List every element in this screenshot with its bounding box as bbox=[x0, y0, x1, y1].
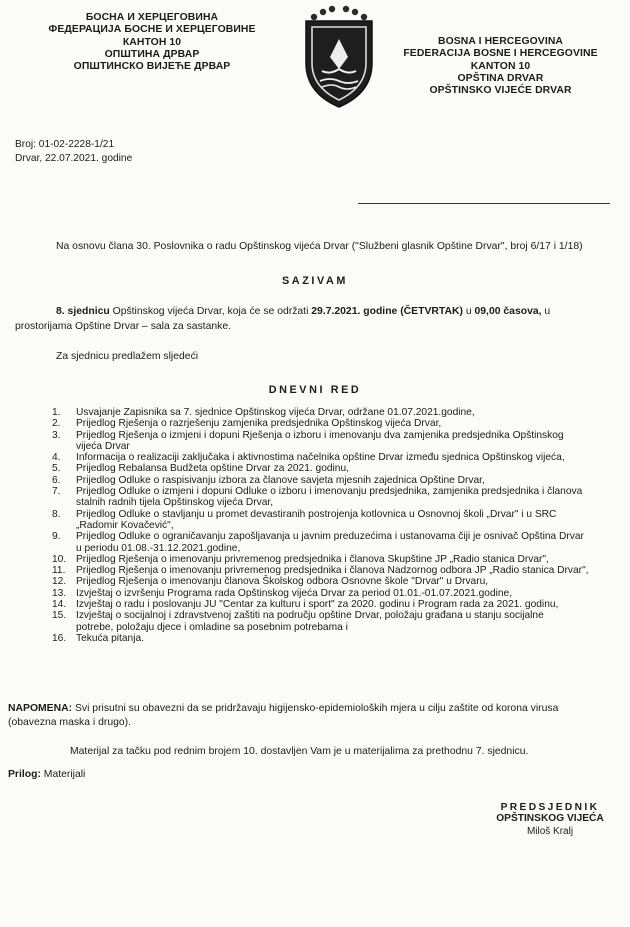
header-line: BOSNA I HERCEGOVINA bbox=[437, 36, 564, 47]
agenda-item-continuation bbox=[52, 543, 617, 554]
agenda-item-text: Informacija o realizaciji zaključaka i aktivnostima načelnika opštine Drvar između sjednica Opštinskog vijeća, bbox=[76, 452, 565, 464]
agenda-item-text: Prijedlog Odluke o raspisivanju izbora za članove savjeta mjesnih zajednica Opštine Drvar, bbox=[76, 474, 485, 486]
convene-text: Opštinskog vijeća Drvar, koja će se održati bbox=[109, 306, 312, 317]
divider-line bbox=[358, 203, 610, 204]
agenda-item-number: 5. bbox=[52, 463, 61, 475]
agenda-item-number: 1. bbox=[52, 407, 61, 418]
agenda-heading: DNEVNI RED bbox=[268, 384, 362, 396]
agenda-item bbox=[52, 633, 617, 644]
coat-of-arms-icon bbox=[292, 5, 386, 111]
agenda-item-number bbox=[52, 441, 76, 452]
agenda-item-text: Prijedlog Odluke o stavljanju u promet devastiranih postrojenja kotlovnica u Osnovnoj školi „Drvar" i u SRC bbox=[76, 508, 557, 520]
agenda-item-number: 11. bbox=[52, 565, 66, 577]
agenda-item bbox=[52, 463, 617, 474]
material-note: Materijal za tačku pod rednim brojem 10. dostavljen Vam je u materijalima za prethodnu 7. sjednicu. bbox=[70, 746, 529, 757]
agenda-item-continuation bbox=[52, 520, 617, 531]
agenda-item-text: Prijedlog Rješenja o imenovanju članova Školskog odbora Osnovne škole "Drvar" u Drvaru, bbox=[76, 576, 489, 588]
signature-name: Miloš Kralj bbox=[526, 826, 574, 837]
header-line: ФЕДЕРАЦИЈА БОСНЕ И ХЕРЦЕГОВИНЕ bbox=[48, 24, 256, 36]
agenda-item-number: 4. bbox=[52, 452, 61, 464]
agenda-item-text: Prijedlog Odluke o ograničavanju zapošljavanja u javnim preduzećima i ustanovama čiji je osnivač Opština Drvar bbox=[76, 531, 584, 543]
agenda-item bbox=[52, 486, 617, 497]
agenda-item-number: 9. bbox=[52, 531, 61, 543]
agenda-item bbox=[52, 565, 617, 576]
agenda-item-text: Izvještaj o izvršenju Programa rada Opštinskog vijeća Drvar za period 01.01.-01.07.2021.godine, bbox=[76, 587, 513, 599]
header-line: KANTON 10 bbox=[470, 60, 531, 72]
agenda-item-text: Izvještaj o radu i poslovanju JU "Centar za kulturu i sport" za 2020. godinu i Program rada za 2021. godinu, bbox=[76, 599, 559, 611]
agenda-item-number: 3. bbox=[52, 429, 61, 441]
agenda-item bbox=[52, 475, 617, 486]
agenda-item bbox=[52, 576, 617, 587]
agenda-item-text: potrebe, položaju djece i omladine sa posebnim potrebama i bbox=[76, 621, 348, 633]
agenda-item-number: 8. bbox=[52, 508, 61, 520]
document-number: Broj: 01-02-2228-1/21 bbox=[15, 139, 115, 150]
header-line: БОСНА И ХЕРЦЕГОВИНА bbox=[85, 12, 219, 23]
agenda-item-continuation bbox=[52, 622, 617, 633]
header-line: ОПШТИНА ДРВАР bbox=[104, 48, 200, 60]
header-line: FEDERACIJA BOSNE I HERCEGOVINE bbox=[403, 48, 598, 60]
header-line: ОПШТИНСКО ВИЈЕЋЕ ДРВАР bbox=[73, 61, 231, 73]
agenda-item-number: 6. bbox=[52, 474, 61, 486]
napomena-line-1 bbox=[8, 702, 628, 716]
agenda-item-number: 2. bbox=[52, 418, 61, 430]
agenda-item-number bbox=[52, 622, 76, 633]
header-line: OPŠTINA DRVAR bbox=[457, 72, 544, 84]
agenda-item bbox=[52, 430, 617, 441]
convene-line-1 bbox=[56, 305, 626, 319]
napomena-text: Svi prisutni su obavezni da se pridržavaju higijensko-epidemioloških mjera u cilju zaštite od korona virusa bbox=[72, 703, 559, 714]
propose-text: Za sjednicu predlažem sljedeći bbox=[56, 351, 199, 362]
agenda-item-number bbox=[52, 497, 76, 508]
agenda-item-number: 14. bbox=[52, 599, 67, 611]
agenda-item-number: 16. bbox=[52, 632, 67, 644]
header-line: OPŠTINSKO VIJEĆE DRVAR bbox=[429, 85, 572, 97]
agenda-item bbox=[52, 418, 617, 429]
agenda-item bbox=[52, 599, 617, 610]
agenda-item-text: Prijedlog Rješenja o razrješenju zamjenika predsjednika Opštinskog vijeća Drvar, bbox=[76, 418, 442, 430]
session-number: 8. sjednicu bbox=[56, 306, 110, 317]
agenda-item-text: Prijedlog Rješenja o izmjeni i dopuni Rješenja o izboru i imenovanju dva zamjenika predsjednika Opštinskog bbox=[76, 429, 564, 441]
agenda-item-text: stalnih radnih tijela Opštinskog vijeća Drvar, bbox=[76, 497, 274, 509]
agenda-item-text: Prijedlog Odluke o izmjeni i dopuni Odluke o izboru i imenovanju predsjednika, zamjenika predsjednika i članova bbox=[76, 486, 583, 498]
sazivam-heading: SAZIVAM bbox=[282, 275, 348, 287]
agenda-item bbox=[52, 509, 617, 520]
session-time: 09,00 časova, bbox=[474, 306, 542, 317]
signature-title: OPŠTINSKOG VIJEĆA bbox=[496, 813, 604, 824]
agenda-item-text: Prijedlog Rješenja o imenovanju privremenog predsjednika i članova Nadzornog odbora JP „Radio stanica Drvar", bbox=[76, 565, 589, 577]
document-meta bbox=[15, 138, 132, 165]
convene-text: u bbox=[541, 306, 551, 317]
convene-line-2: prostorijama Opštine Drvar – sala za sastanke. bbox=[15, 321, 231, 332]
agenda-item-text: Tekuća pitanja. bbox=[76, 632, 144, 644]
agenda-item-text: Prijedlog Rješenja o imenovanju privremenog predsjednika i članova Skupštine JP „Radio stanica Drvar", bbox=[76, 553, 549, 565]
agenda-item-text: „Radomir Kovačević", bbox=[76, 519, 174, 531]
header-line: КАНТОН 10 bbox=[122, 36, 182, 48]
header-cyrillic bbox=[2, 12, 302, 73]
agenda-item bbox=[52, 531, 617, 542]
napomena-line-2: (obavezna maska i drugo). bbox=[8, 717, 132, 728]
agenda-item-text: u periodu 01.08.-31.12.2021.godine, bbox=[76, 542, 241, 554]
agenda-item-number: 12. bbox=[52, 576, 67, 588]
agenda-item-text: Usvajanje Zapisnika sa 7. sjednice Opštinskog vijeća Drvar, održane 01.07.2021.godine, bbox=[76, 407, 475, 418]
agenda-item bbox=[52, 588, 617, 599]
convene-text: u bbox=[462, 306, 475, 317]
prilog-label: Prilog: bbox=[8, 769, 41, 780]
agenda-item-continuation bbox=[52, 441, 617, 452]
agenda-item bbox=[52, 610, 617, 621]
header-latin bbox=[383, 36, 618, 97]
agenda-item-number: 15. bbox=[52, 610, 67, 622]
agenda-item-continuation bbox=[52, 497, 617, 508]
agenda-item-number bbox=[52, 543, 76, 554]
agenda-item-number: 13. bbox=[52, 587, 67, 599]
intro-paragraph: Na osnovu člana 30. Poslovnika o radu Opštinskog vijeća Drvar ("Službeni glasnik Opštine Drvar", broj 6/17 i 1/18) bbox=[56, 241, 583, 252]
session-date: 29.7.2021. godine (ČETVRTAK) bbox=[311, 306, 463, 317]
prilog-text: Materijali bbox=[40, 769, 86, 780]
signature-block bbox=[475, 802, 625, 837]
agenda-item-number: 10. bbox=[52, 553, 67, 565]
signature-title: PREDSJEDNIK bbox=[500, 802, 600, 813]
agenda-item-text: vijeća Drvar bbox=[76, 440, 130, 452]
napomena-label: NAPOMENA: bbox=[8, 703, 73, 714]
document-place-date: Drvar, 22.07.2021. godine bbox=[15, 152, 133, 164]
agenda-item bbox=[52, 554, 617, 565]
agenda-item bbox=[52, 452, 617, 463]
agenda-item-text: Izvještaj o socijalnoj i zdravstvenoj zaštiti na području opštine Drvar, položaju građana u stanju socijalne bbox=[76, 610, 544, 622]
prilog-line bbox=[8, 768, 85, 782]
agenda-list bbox=[52, 407, 617, 644]
agenda-item-number: 7. bbox=[52, 486, 61, 498]
agenda-item-text: Prijedlog Rebalansa Budžeta opštine Drvar za 2021. godinu, bbox=[76, 463, 349, 475]
agenda-item-number bbox=[52, 520, 76, 531]
agenda-item bbox=[52, 407, 617, 418]
